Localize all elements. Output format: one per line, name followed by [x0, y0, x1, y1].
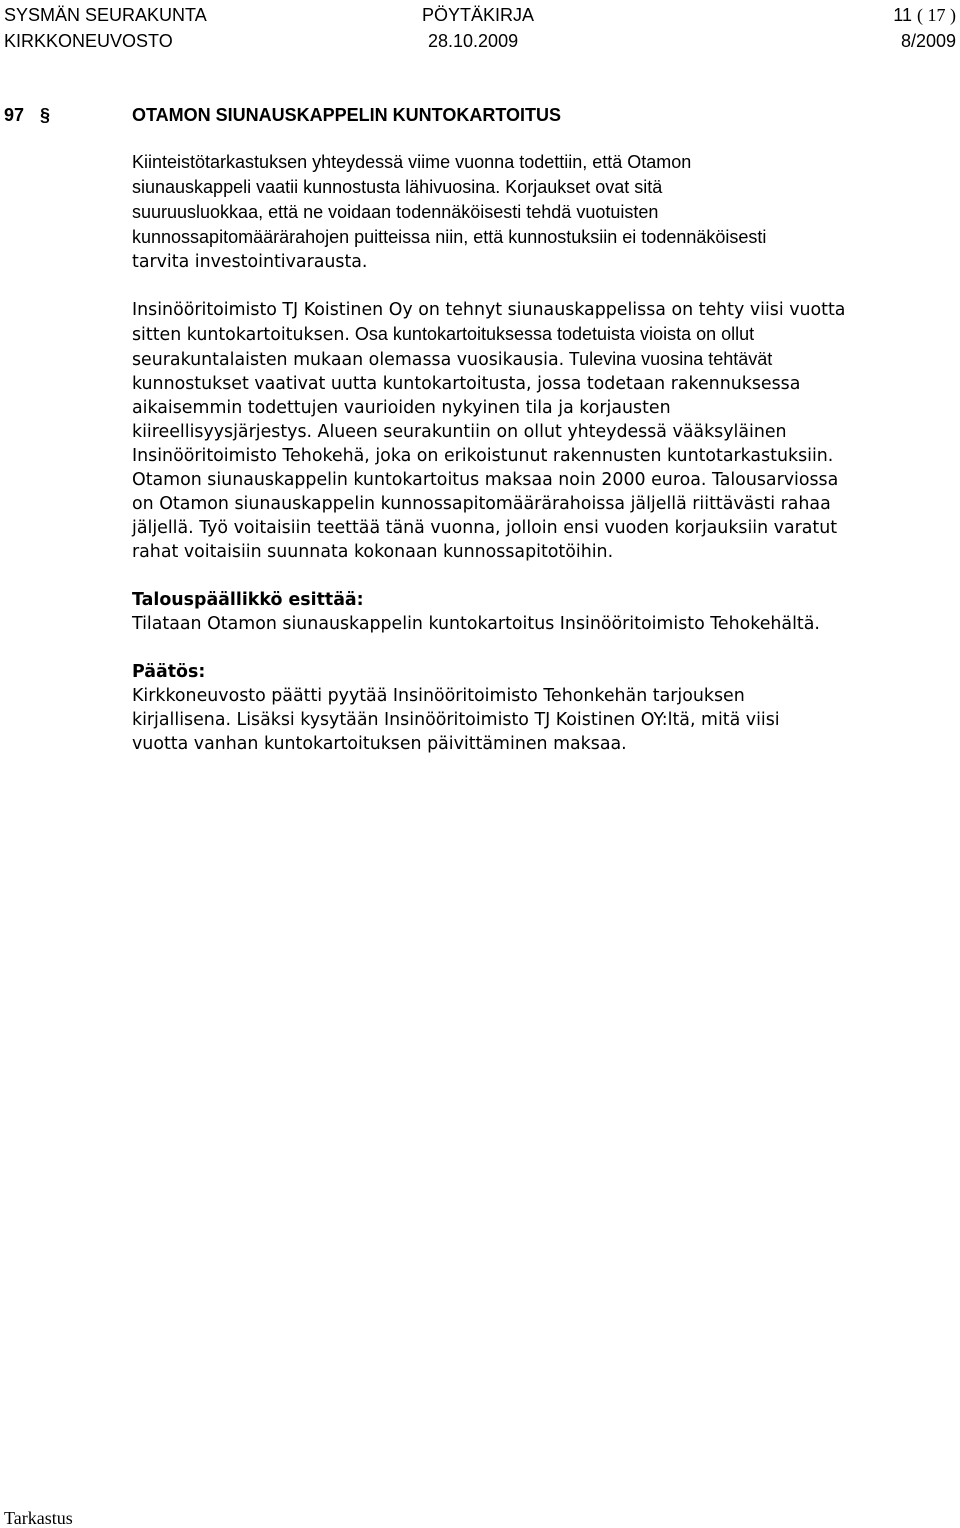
paragraph-2-text-b: Osa kuntokartoituksessa todetuista vioista on ollut [349, 324, 755, 344]
paragraph-2-text-e: kunnostukset vaativat uutta kuntokartoitusta, jossa todetaan rakennuksessa aikaisemmin todettujen vaurioiden nykyinen tila ja korjausten kiireellisyysjärjestys. Alueen seurakuntiin on ollut yhteydessä vääksyläinen Insinööritoimisto Tehokehä, joka on erikoistunut rakennusten kuntotarkastuksiin. Otamon siunauskappelin kuntokartoitus maksaa noin 2000 euroa. Talousarviossa on Otamon siunauskappelin kunnossapitomäärärahoissa jäljellä riittävästi rahaa jäljellä. Työ voitaisiin teettää tänä vuonna, jolloin ensi vuoden korjauksiin varatut rahat voitaisiin suunnata kokonaan kunnossapitotöihin. [132, 374, 839, 562]
header-row-2 [4, 28, 956, 54]
proposal-text: Tilataan Otamon siunauskappelin kuntokartoitus Insinööritoimisto Tehokehältä. [132, 614, 820, 634]
page-header [4, 2, 956, 54]
page-current: 11 [893, 5, 912, 25]
paragraph-2 [132, 298, 958, 564]
page-total: ( 17 ) [917, 5, 956, 25]
proposal-block [132, 588, 958, 636]
paragraph-2-text-c: seurakuntalaisten mukaan olemassa vuosikausia. [132, 350, 565, 370]
meeting-date: 28.10.2009 [428, 31, 519, 51]
paragraph-2-text-a: Insinööritoimisto TJ Koistinen Oy on tehnyt siunauskappelissa on tehty viisi vuotta sitten kuntokartoituksen. [132, 300, 846, 345]
section-body [132, 150, 958, 780]
header-row-1 [4, 2, 956, 28]
section-heading [4, 100, 956, 130]
section-sign: § [40, 105, 51, 125]
meeting-number: 8/2009 [900, 31, 956, 51]
paragraph-2-text-d: Tulevina vuosina tehtävät [564, 349, 773, 369]
paragraph-1-end: tarvita investointivarausta. [132, 252, 368, 272]
proposal-label: Talouspäällikkö esittää: [132, 590, 364, 610]
decision-block [132, 660, 958, 756]
org-name: SYSMÄN SEURAKUNTA [4, 5, 207, 25]
paragraph-1-text: Kiinteistötarkastuksen yhteydessä viime vuonna todettiin, että Otamon siunauskappeli vaatii kunnostusta lähivuosina. Korjaukset ovat sitä suuruusluokkaa, että ne voidaan todennäköisesti tehdä vuotuisten kunnossapitomäärärahojen puitteissa niin, että kunnostuksiin ei todennäköisesti [132, 152, 767, 247]
section-number: 97 [4, 105, 25, 125]
footer-inspection-label: Tarkastus [4, 1508, 73, 1528]
council-name: KIRKKONEUVOSTO [4, 31, 173, 51]
section-title: OTAMON SIUNAUSKAPPELIN KUNTOKARTOITUS [132, 105, 562, 125]
document-type: PÖYTÄKIRJA [422, 5, 535, 25]
paragraph-1 [132, 150, 958, 274]
page-number [893, 2, 956, 28]
decision-text: Kirkkoneuvosto päätti pyytää Insinööritoimisto Tehonkehän tarjouksen kirjallisena. Lisäksi kysytään Insinööritoimisto TJ Koistinen OY:ltä, mitä viisi vuotta vanhan kuntokartoituksen päivittäminen maksaa. [132, 686, 780, 754]
decision-label: Päätös: [132, 662, 206, 682]
